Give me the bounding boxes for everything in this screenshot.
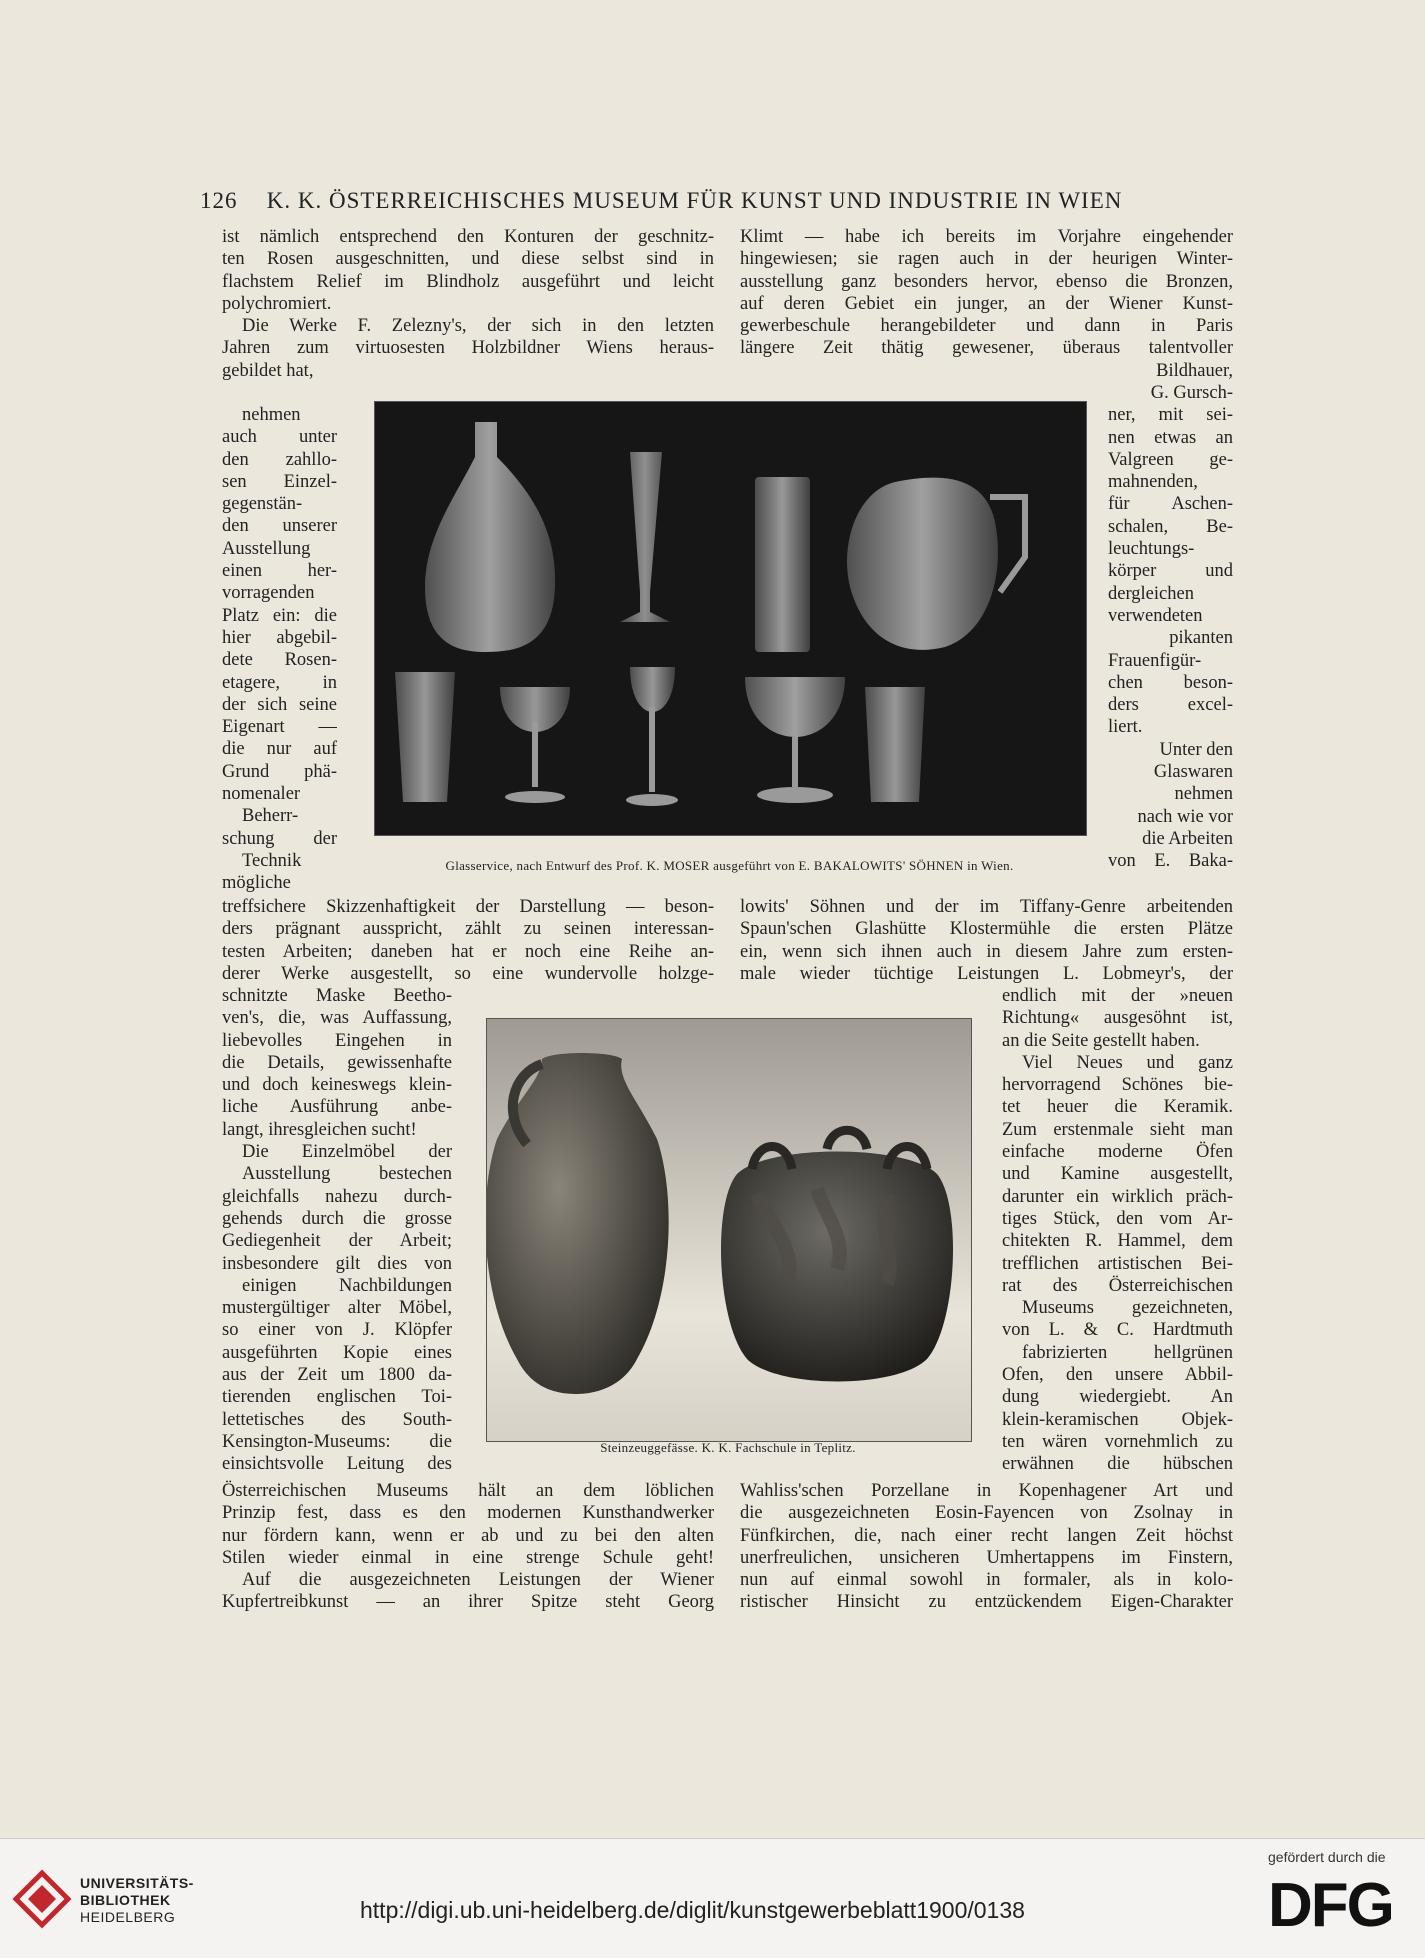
text-line: flachstem Relief im Blindholz ausgeführt und leicht xyxy=(222,271,714,292)
text-line: Valgreen ge- xyxy=(1108,449,1233,470)
text-line: nomenaler xyxy=(222,784,301,805)
text-line: einsichtsvolle Leitung des xyxy=(222,1454,452,1475)
text-line: lettetisches des South- xyxy=(222,1409,452,1430)
text-line: Platz ein: die xyxy=(222,605,337,626)
text-line: hingewiesen; sie ragen auch in der heurigen Winter- xyxy=(740,249,1233,270)
text-line: chen beson- xyxy=(1108,672,1233,693)
text-line: ner, mit sei- xyxy=(1108,405,1233,426)
text-line: längere Zeit thätig gewesener, überaus talentvoller xyxy=(740,338,1233,359)
text-line: nur fördern kann, wenn er ab und zu bei den alten xyxy=(222,1525,714,1546)
text-line: die Details, gewissenhafte xyxy=(222,1052,452,1073)
library-name-line-1: UNIVERSITÄTS- xyxy=(80,1875,194,1891)
text-line: schung der xyxy=(222,828,337,849)
text-line: Fünfkirchen, die, nach einer recht langen Zeit höchst xyxy=(740,1525,1233,1546)
text-line: ders excel- xyxy=(1108,695,1233,716)
text-line: fabrizierten hellgrünen xyxy=(1022,1342,1233,1363)
text-line: ristischer Hinsicht zu entzückendem Eigen-Charakter xyxy=(740,1592,1233,1613)
text-line: gegenstän- xyxy=(222,494,303,515)
text-line: Die Werke F. Zelezny's, der sich in den letzten xyxy=(242,316,714,337)
text-line: erwähnen die hübschen xyxy=(1002,1454,1233,1475)
text-line: Technik xyxy=(242,850,302,871)
text-line: Beherr- xyxy=(242,806,299,827)
text-line: hier abgebil- xyxy=(222,627,337,648)
text-line: lowits' Söhnen und der im Tiffany-Genre arbeitenden xyxy=(740,897,1233,917)
text-line: verwendeten xyxy=(1108,605,1203,626)
text-line: die ausgezeichneten Eosin-Fayencen von Zsolnay in xyxy=(740,1503,1233,1524)
text-line: rat des Österreichischen xyxy=(1002,1275,1233,1296)
left-column-narrow-2 xyxy=(222,985,452,1476)
text-line: ven's, die, was Auffassung, xyxy=(222,1008,452,1029)
library-name-line-2: BIBLIOTHEK xyxy=(80,1892,171,1908)
text-line: Klimt — habe ich bereits im Vorjahre eingehender xyxy=(740,227,1233,247)
text-line: Ausstellung xyxy=(222,538,311,559)
text-line: von L. & C. Hardtmuth xyxy=(1002,1320,1233,1341)
text-line: Die Einzelmöbel der xyxy=(242,1142,452,1163)
text-line: dergleichen xyxy=(1108,583,1194,604)
text-line: insbesondere gilt dies von xyxy=(222,1253,452,1274)
text-line: mahnenden, xyxy=(1108,472,1198,493)
text-line: die Arbeiten xyxy=(1142,828,1233,849)
right-column-narrow-2 xyxy=(1002,985,1233,1476)
text-line: gehends durch die grosse xyxy=(222,1208,452,1229)
text-line: Wahliss'schen Porzellane in Kopenhagener Art und xyxy=(740,1481,1233,1501)
right-column-bottom xyxy=(740,1480,1233,1614)
text-line: Ofen, den unsere Abbil- xyxy=(1002,1365,1233,1386)
text-line: leuchtungs- xyxy=(1108,539,1195,560)
text-line: polychromiert. xyxy=(222,293,332,314)
text-line: treffsichere Skizzenhaftigkeit der Darstellung — beson- xyxy=(222,897,714,917)
text-line: liert. xyxy=(1108,717,1143,738)
text-line: liche Ausführung anbe- xyxy=(222,1097,452,1118)
funding-note: gefördert durch die xyxy=(1268,1849,1386,1865)
text-line: nen etwas an xyxy=(1108,427,1233,448)
text-line: und doch keineswegs klein- xyxy=(222,1075,452,1096)
source-url-link[interactable]: http://digi.ub.uni-heidelberg.de/diglit/kunstgewerbeblatt1900/0138 xyxy=(360,1897,1025,1923)
text-line: den zahllo- xyxy=(222,449,337,470)
text-line: Gediegenheit der Arbeit; xyxy=(222,1231,452,1252)
text-line: pikanten xyxy=(1169,628,1233,649)
text-line: Zum erstenmale sieht man xyxy=(1002,1119,1233,1140)
text-line: Auf die ausgezeichneten Leistungen der Wiener xyxy=(242,1570,714,1591)
text-line: Spaun'schen Glashütte Klostermühle die ersten Plätze xyxy=(740,919,1233,940)
text-line: Richtung« ausgesöhnt ist, xyxy=(1002,1008,1233,1029)
text-line: Glaswaren xyxy=(1153,762,1233,783)
right-column-narrow xyxy=(1108,382,1233,873)
text-line: Museums gezeichneten, xyxy=(1022,1298,1233,1319)
text-line: körper und xyxy=(1108,561,1233,582)
text-line: klein-keramischen Objek- xyxy=(1002,1409,1233,1430)
text-line: gewerbeschule herangebildeter und dann in Paris xyxy=(740,316,1233,337)
text-line: mustergültiger alter Möbel, xyxy=(222,1298,452,1319)
text-line: testen Arbeiten; daneben hat er noch eine Reihe an- xyxy=(222,941,714,962)
right-column-middle xyxy=(740,896,1233,985)
text-line: Kupfertreibkunst — an ihrer Spitze steht Georg xyxy=(222,1592,714,1613)
text-line: langt, ihresgleichen sucht! xyxy=(222,1119,417,1140)
dfg-logo-text: DFG xyxy=(1268,1871,1393,1940)
text-line: G. Gursch- xyxy=(1150,383,1233,403)
text-line: trefflichen artistischen Bei- xyxy=(1002,1253,1233,1274)
page-number: 126 xyxy=(200,188,238,213)
text-line: die nur auf xyxy=(222,739,337,760)
text-line: Stilen wieder einmal in eine strenge Schule geht! xyxy=(222,1547,714,1568)
text-line: ders prägnant ausspricht, zählt zu seinen interessan- xyxy=(222,919,714,940)
text-line: Österreichischen Museums hält an dem löblichen xyxy=(222,1481,714,1501)
text-line: auf deren Gebiet ein junger, an der Wiener Kunst- xyxy=(740,293,1233,314)
text-line: gebildet hat, xyxy=(222,360,314,381)
text-line: unerfreulichen, unsicheren Umhertappens im Finstern, xyxy=(740,1547,1233,1568)
text-line: nehmen xyxy=(1174,784,1233,805)
running-header xyxy=(200,188,1240,214)
text-line: an die Seite gestellt haben. xyxy=(1002,1030,1200,1051)
text-line: der sich seine xyxy=(222,694,337,715)
text-line: ten wären vornehmlich zu xyxy=(1002,1431,1233,1452)
text-line: ein, wenn sich ihnen auch in diesem Jahre zum ersten- xyxy=(740,941,1233,962)
left-column-top xyxy=(222,226,714,382)
text-line: und Kamine ausgestellt, xyxy=(1002,1164,1233,1185)
text-line: aus der Zeit um 1800 da- xyxy=(222,1365,452,1386)
text-line: tierenden englischen Toi- xyxy=(222,1387,452,1408)
library-name-line-3: HEIDELBERG xyxy=(80,1909,176,1925)
text-line: tiges Stück, den vom Ar- xyxy=(1002,1208,1233,1229)
text-line: schnitzte Maske Beetho- xyxy=(222,986,452,1006)
text-line: nun auf einmal sowohl in formaler, als in kolo- xyxy=(740,1570,1233,1591)
text-line: mögliche xyxy=(222,873,291,894)
text-line: male wieder tüchtige Leistungen L. Lobmeyr's, der xyxy=(740,963,1233,984)
left-column-bottom xyxy=(222,1480,714,1614)
text-line: darunter ein wirklich präch- xyxy=(1002,1186,1233,1207)
text-line: Unter den xyxy=(1159,739,1233,760)
university-library-name xyxy=(80,1875,194,1926)
glass-service-photo xyxy=(374,401,1087,836)
text-line: ausstellung ganz besonders hervor, ebenso die Bronzen, xyxy=(740,271,1233,292)
glass-service-illustration xyxy=(375,402,1086,835)
text-line: endlich mit der »neuen xyxy=(1002,986,1233,1006)
text-line: schalen, Be- xyxy=(1108,516,1233,537)
text-line: Jahren zum virtuosesten Holzbildner Wiens heraus- xyxy=(222,338,714,359)
text-line: ausgeführten Kopie eines xyxy=(222,1342,452,1363)
text-line: Frauenfigür- xyxy=(1108,650,1202,671)
running-title: K. K. ÖSTERREICHISCHES MUSEUM FÜR KUNST UND INDUSTRIE IN WIEN xyxy=(266,188,1123,213)
text-line: dung wiedergiebt. An xyxy=(1002,1387,1233,1408)
text-line: dete Rosen- xyxy=(222,650,337,671)
text-line: Kensington-Museums: die xyxy=(222,1431,452,1452)
digitization-footer xyxy=(0,1838,1425,1958)
text-line: Prinzip fest, dass es den modernen Kunsthandwerker xyxy=(222,1503,714,1524)
text-line: liebevolles Eingehen in xyxy=(222,1030,452,1051)
text-line: so einer von J. Klöpfer xyxy=(222,1320,452,1341)
dfg-logo xyxy=(1268,1871,1393,1940)
text-line: einigen Nachbildungen xyxy=(242,1275,452,1296)
text-line: hervorragend Schönes bie- xyxy=(1002,1075,1233,1096)
text-line: von E. Baka- xyxy=(1108,851,1233,872)
text-line: den unserer xyxy=(222,516,337,537)
text-line: für Aschen- xyxy=(1108,494,1233,515)
text-line: nehmen xyxy=(242,405,301,425)
university-library-logo-icon xyxy=(12,1869,72,1929)
text-line: ten Rosen ausgeschnitten, und diese selbst sind in xyxy=(222,249,714,270)
text-line: Ausstellung bestechen xyxy=(242,1164,452,1185)
text-line: Grund phä- xyxy=(222,761,337,782)
text-line: tet heuer die Keramik. xyxy=(1002,1097,1233,1118)
text-line: einen her- xyxy=(222,561,337,582)
text-line: gleichfalls nahezu durch- xyxy=(222,1186,452,1207)
text-line: chitekten R. Hammel, dem xyxy=(1002,1231,1233,1252)
text-line: Bildhauer, xyxy=(1156,360,1233,381)
stoneware-illustration xyxy=(487,1019,971,1441)
stoneware-vessels-photo xyxy=(486,1018,972,1442)
text-line: einfache moderne Öfen xyxy=(1002,1142,1233,1163)
left-column-middle xyxy=(222,896,714,985)
right-column-top xyxy=(740,226,1233,382)
text-line: Eigenart — xyxy=(222,717,337,738)
stoneware-figure-caption: Steinzeuggefässe. K. K. Fachschule in Teplitz. xyxy=(600,1440,856,1455)
text-line: sen Einzel- xyxy=(222,471,337,492)
text-line: auch unter xyxy=(222,427,337,448)
left-column-narrow xyxy=(222,404,337,895)
text-line: vorragenden xyxy=(222,583,315,604)
text-line: Viel Neues und ganz xyxy=(1022,1052,1233,1073)
text-line: nach wie vor xyxy=(1137,806,1233,827)
text-line: etagere, in xyxy=(222,672,337,693)
glass-figure-caption: Glasservice, nach Entwurf des Prof. K. MOSER ausgeführt von E. BAKALOWITS' SÖHNEN in Wien. xyxy=(445,858,1014,873)
text-line: derer Werke ausgestellt, so eine wundervolle holzge- xyxy=(222,963,714,984)
text-line: ist nämlich entsprechend den Konturen der geschnitz- xyxy=(222,227,714,247)
